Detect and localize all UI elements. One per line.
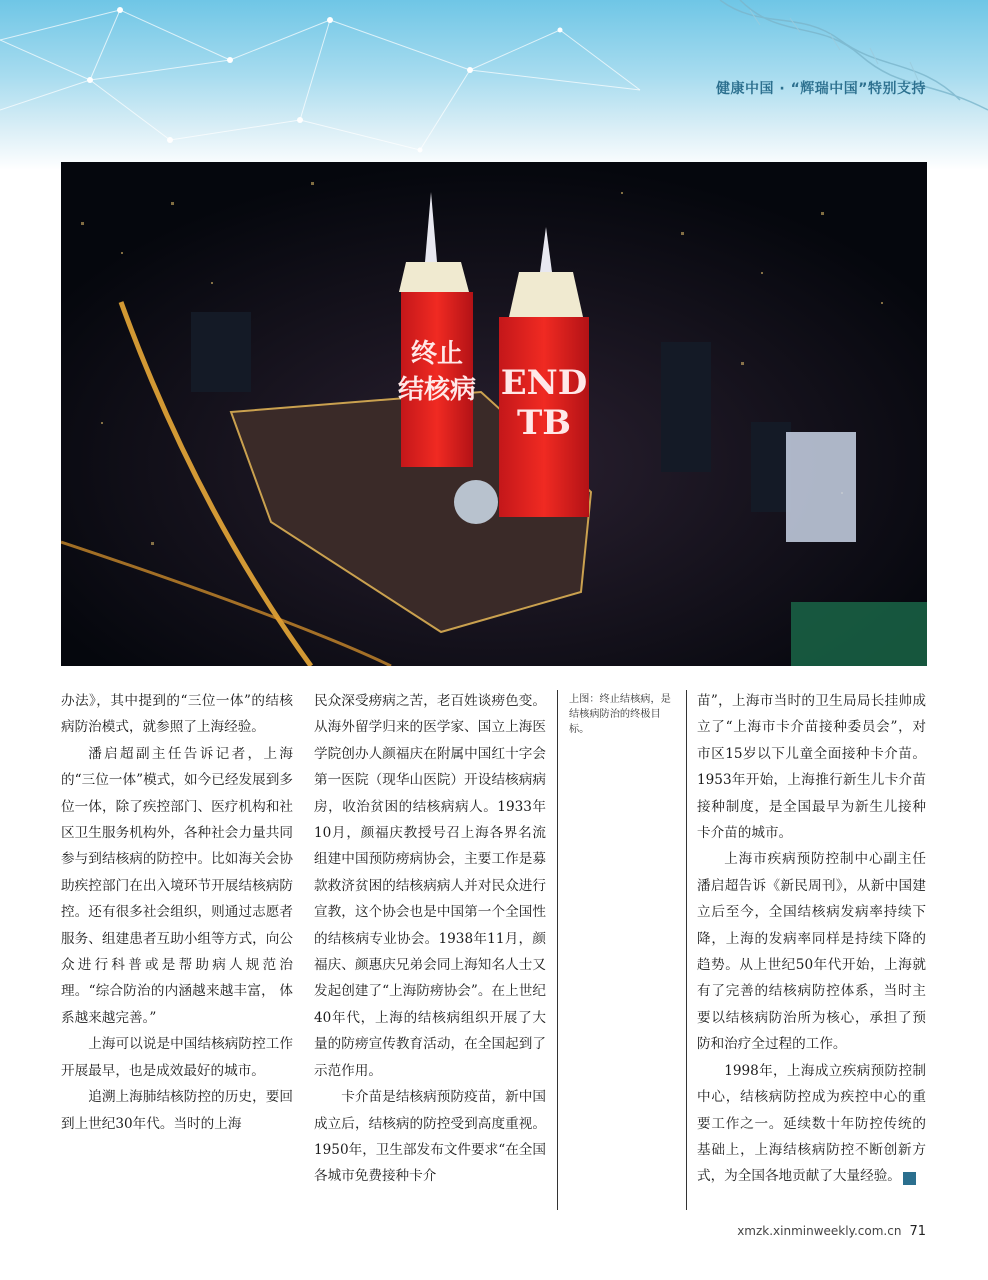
paragraph: 民众深受痨病之苦，老百姓谈痨色变。从海外留学归来的医学家、国立上海医学院创办人颜福庆在附属中国红十字会第一医院（现华山医院）开设结核病病房，收治贫困的结核病病人。1933年10月，颜福庆教授号召上海各界名流组建中国预防痨病协会，主要工作是募款救济贫困的结核病病人并对民众进行宣教，这个协会也是中国第一个全国性的结核病专业协会。1938年11月，颜福庆、颜惠庆兄弟会同上海知名人士又发起创建了“上海防痨协会”。在上世纪40年代，上海的结核病组织开展了大量的防痨宣传教育活动，在全国起到了示范作用。: [314, 693, 546, 1079]
paragraph: 追溯上海肺结核防控的历史，要回到上世纪30年代。当时的上海: [61, 1089, 293, 1132]
tower-right-text-2: TB: [516, 403, 572, 443]
night-city-photo: [61, 162, 927, 666]
column-divider: [557, 690, 558, 1210]
article-column-2: [314, 688, 546, 1190]
article-column-1: [61, 688, 293, 1137]
paragraph: 办法》，其中提到的“三位一体”的结核病防治模式，就参照了上海经验。: [61, 693, 293, 736]
article-column-3: [697, 688, 941, 1190]
end-mark-icon: 民: [903, 1172, 916, 1185]
paragraph: 上海可以说是中国结核病防控工作开展最早，也是成效最好的城市。: [61, 1036, 293, 1079]
footer-url: xmzk.xinminweekly.com.cn: [737, 1224, 902, 1238]
tower-right-text-1: END: [500, 363, 588, 403]
column-divider: [686, 690, 687, 1210]
paragraph-text: 1998年，上海成立疾病预防控制中心，结核病防控成为疾控中心的重要工作之一。延续数十年防控传统的基础上，上海结核病防控不断创新方式，为全国各地贡献了大量经验。: [697, 1062, 926, 1185]
paragraph: 潘启超副主任告诉记者，上海的“三位一体”模式，如今已经发展到多位一体，除了疾控部门、医疗机构和社区卫生服务机构外，各种社会力量共同参与到结核病的防控中。比如海关会协助疾控部门在出入境环节开展结核病防控。还有很多社会组织，则通过志愿者服务、组建患者互助小组等方式，向公众进行科普或是帮助病人规范治理。“综合防治的内涵越来越丰富， 体系越来越完善。”: [61, 745, 293, 1026]
header-banner: [0, 0, 988, 170]
page-footer: [737, 1224, 926, 1239]
photo-caption: 上图：终止结核病，是结核病防治的终极目标。: [569, 694, 671, 735]
tower-left-text-2: 结核病: [397, 375, 477, 405]
paragraph: 苗”，上海市当时的卫生局局长挂帅成立了“上海市卡介苗接种委员会”，对市区15岁以下儿童全面接种卡介苗。1953年开始，上海推行新生儿卡介苗接种制度，是全国最早为新生儿接种卡介苗的城市。: [697, 693, 926, 842]
paragraph: 卡介苗是结核病预防疫苗，新中国成立后，结核病的防控受到高度重视。1950年，卫生部发布文件要求“在全国各城市免费接种卡介: [314, 1089, 546, 1185]
tower-left-text-1: 终止: [410, 339, 464, 369]
page-number: 71: [909, 1224, 926, 1239]
paragraph: [697, 1058, 941, 1190]
section-label: 健康中国 · “辉瑞中国”特别支持: [716, 81, 926, 97]
paragraph: 上海市疾病预防控制中心副主任潘启超告诉《新民周刊》，从新中国建立后至今，全国结核病发病率持续下降，上海的发病率同样是持续下降的趋势。从上世纪50年代开始，上海就有了完善的结核病防控体系，当时主要以结核病防治所为核心，承担了预防和治疗全过程的工作。: [697, 851, 926, 1053]
